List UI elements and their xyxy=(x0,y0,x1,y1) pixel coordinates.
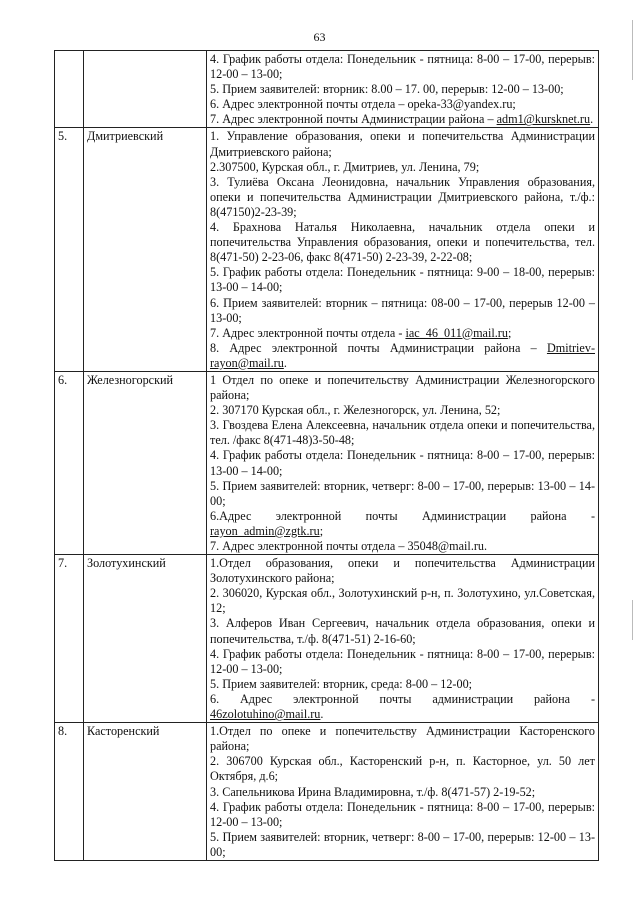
detail-entry xyxy=(210,479,595,509)
email-link[interactable]: 46zolotuhino@mail.ru xyxy=(210,707,321,722)
table-row xyxy=(55,371,599,554)
detail-entry xyxy=(210,616,595,646)
detail-entry xyxy=(210,129,595,159)
detail-entry xyxy=(210,82,595,97)
detail-entry xyxy=(210,112,595,127)
detail-entry xyxy=(210,403,595,418)
detail-text: 3. Сапельникова Ирина Владимировна, т./ф. 8(471-57) 2-19-52; xyxy=(210,784,536,799)
detail-entry xyxy=(210,418,595,448)
row-number: 5. xyxy=(55,128,84,372)
detail-text: 3. Тулиёва Оксана Леонидовна, начальник Управления образования, опеки и попечительства Администрации Дмитриевского района, т./ф.: 8(47150)2-23-39; xyxy=(210,174,595,219)
detail-text: 8. Адрес электронной почты Администрации района – xyxy=(210,340,547,355)
email-link[interactable]: rayon_admin@zgtk.ru xyxy=(210,523,320,538)
detail-punctuation: . xyxy=(283,355,287,370)
detail-entry xyxy=(210,509,595,539)
table-row xyxy=(55,51,599,128)
detail-entry xyxy=(210,373,595,403)
detail-entry xyxy=(210,785,595,800)
detail-entry xyxy=(210,326,595,341)
detail-entry xyxy=(210,220,595,265)
email-link[interactable]: Dmitriev-rayon@mail.ru xyxy=(210,340,595,370)
detail-text: 1. Управление образования, опеки и попечительства Администрации Дмитриевского района; xyxy=(210,129,595,159)
detail-text: 5. Прием заявителей: вторник, четверг: 8-00 – 17-00, перерыв: 12-00 – 13-00; xyxy=(210,829,595,859)
detail-entry xyxy=(210,830,595,860)
row-number: 8. xyxy=(55,723,84,861)
detail-entry xyxy=(210,52,595,82)
detail-text: 7. Адрес электронной почты отдела – 35048@mail.ru. xyxy=(210,539,488,553)
detail-entry xyxy=(210,265,595,295)
detail-text: 5. Прием заявителей: вторник, среда: 8-00 – 12-00; xyxy=(210,676,473,691)
detail-text: 5. График работы отдела: Понедельник - пятница: 9-00 – 18-00, перерыв: 13-00 – 14-00; xyxy=(210,265,595,295)
detail-text: 3. Алферов Иван Сергеевич, начальник отдела образования, опеки и попечительства, т./ф. 8(471-51) 2-16-60; xyxy=(210,616,595,646)
detail-text: 4. График работы отдела: Понедельник - пятница: 8-00 – 17-00, перерыв: 13-00 – 14-00; xyxy=(210,448,595,478)
detail-text: 6.Адрес электронной почты Администрации района - xyxy=(210,508,595,523)
detail-text: 4. Брахнова Наталья Николаевна, начальник отдела опеки и попечительства Управления образования, опеки и попечительства, тел. 8(471-50) 2-23-06, факс 8(471-50) 2-23-39, 2-22-08; xyxy=(210,220,595,265)
district-name: Касторенский xyxy=(84,723,207,861)
detail-entry xyxy=(210,448,595,478)
district-details xyxy=(207,51,599,128)
detail-entry xyxy=(210,539,595,554)
detail-text: 4. График работы отдела: Понедельник - пятница: 8-00 – 17-00, перерыв: 12-00 – 13-00; xyxy=(210,646,595,676)
district-name: Золотухинский xyxy=(84,555,207,723)
scan-edge-mark xyxy=(632,20,633,80)
detail-text: 7. Адрес электронной почты Администрации района – xyxy=(210,112,497,127)
email-link[interactable]: adm1@kursknet.ru xyxy=(496,112,591,127)
table-row xyxy=(55,128,599,372)
detail-entry xyxy=(210,556,595,586)
detail-text: 2. 307170 Курская обл., г. Железногорск, ул. Ленина, 52; xyxy=(210,403,501,418)
detail-entry xyxy=(210,296,595,326)
detail-punctuation: ; xyxy=(507,325,512,340)
detail-entry xyxy=(210,341,595,371)
email-link[interactable]: iac_46_011@mail.ru xyxy=(405,325,508,340)
district-details xyxy=(207,555,599,723)
district-details xyxy=(207,128,599,372)
detail-text: 2. 306020, Курская обл., Золотухинский р-н, п. Золотухино, ул.Советская, 12; xyxy=(210,586,595,616)
detail-text: 6. Прием заявителей: вторник – пятница: 08-00 – 17-00, перерыв 12-00 – 13-00; xyxy=(210,295,595,325)
detail-text: 5. Прием заявителей: вторник: 8.00 – 17. 00, перерыв: 12-00 – 13-00; xyxy=(210,82,564,97)
detail-entry xyxy=(210,754,595,784)
detail-text: 2.307500, Курская обл., г. Дмитриев, ул. Ленина, 79; xyxy=(210,159,480,174)
district-details xyxy=(207,723,599,861)
detail-entry xyxy=(210,800,595,830)
detail-punctuation: . xyxy=(590,112,594,127)
detail-text: 4. График работы отдела: Понедельник - пятница: 8-00 – 17-00, перерыв: 12-00 – 13-00; xyxy=(210,799,595,829)
registry-table xyxy=(54,50,599,861)
detail-text: 1.Отдел по опеке и попечительству Администрации Касторенского района; xyxy=(210,724,595,754)
detail-text: 2. 306700 Курская обл., Касторенский р-н, п. Касторное, ул. 50 лет Октября, д.6; xyxy=(210,754,595,784)
row-number: 6. xyxy=(55,371,84,554)
table-row xyxy=(55,555,599,723)
row-number: 7. xyxy=(55,555,84,723)
detail-entry xyxy=(210,175,595,220)
detail-text: 5. Прием заявителей: вторник, четверг: 8-00 – 17-00, перерыв: 13-00 – 14-00; xyxy=(210,478,595,508)
row-number xyxy=(55,51,84,128)
detail-text: 1.Отдел образования, опеки и попечительства Администрации Золотухинского района; xyxy=(210,556,595,586)
detail-entry xyxy=(210,647,595,677)
district-name xyxy=(84,51,207,128)
detail-entry xyxy=(210,692,595,722)
district-details xyxy=(207,371,599,554)
detail-text: 7. Адрес электронной почты отдела - xyxy=(210,325,406,340)
detail-punctuation: ; xyxy=(319,523,324,538)
detail-entry xyxy=(210,160,595,175)
detail-text: 3. Гвоздева Елена Алексеевна, начальник отдела опеки и попечительства, тел. /факс 8(471-48)3-50-48; xyxy=(210,418,595,448)
detail-text: 4. График работы отдела: Понедельник - пятница: 8-00 – 17-00, перерыв: 12-00 – 13-00; xyxy=(210,52,595,82)
detail-entry xyxy=(210,586,595,616)
table-row xyxy=(55,723,599,861)
district-name: Дмитриевский xyxy=(84,128,207,372)
detail-entry xyxy=(210,677,595,692)
detail-entry xyxy=(210,724,595,754)
page-number: 63 xyxy=(313,30,326,44)
detail-text: 6. Адрес электронной почты администрации района - xyxy=(210,691,595,706)
detail-entry xyxy=(210,97,595,112)
registry-table-body xyxy=(55,51,599,861)
district-name: Железногорский xyxy=(84,371,207,554)
detail-text: 1 Отдел по опеке и попечительству Администрации Железногорского района; xyxy=(210,372,595,403)
detail-text: 6. Адрес электронной почты отдела – opeka-33@yandex.ru; xyxy=(210,97,516,112)
scan-edge-mark xyxy=(632,600,633,640)
detail-punctuation: . xyxy=(320,707,324,722)
